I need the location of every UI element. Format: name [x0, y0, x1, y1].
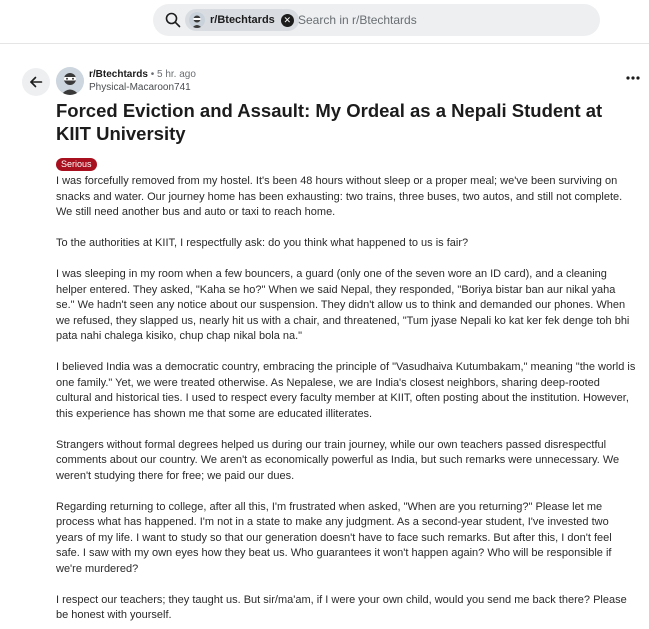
paragraph: To the authorities at KIIT, I respectfully ask: do you think what happened to us is fair?	[56, 237, 469, 249]
community-avatar[interactable]	[56, 67, 84, 95]
post-flair[interactable]: Serious	[56, 158, 97, 171]
paragraph: Regarding returning to college, after all this, I'm frustrated when asked, "When are you returning?" Please let me process what has happened. I'm not in a state to make any judgment. As a second-year student, I've invested two years of my life. I want to study so that our generation doesn't have to face such remarks. But after this, I don't feel safe. I saw with my own eyes how they beat us. Who guarantees it won't happen again? Who will be responsible if we're murdered?	[56, 500, 612, 575]
close-icon[interactable]: ✕	[281, 14, 294, 27]
post-title: Forced Eviction and Assault: My Ordeal as a Nepali Student at KIIT University	[56, 100, 603, 144]
more-options-button[interactable]	[624, 72, 642, 86]
search-icon	[165, 12, 181, 28]
top-bar	[0, 0, 649, 44]
post-meta	[89, 69, 196, 94]
paragraph: I was forcefully removed from my hostel. It's been 48 hours without sleep or a proper meal; we've been surviving on snacks and water. Our journey home has been exhausting: two trains, three buses, two autos, and still not complete. We still need another bus and auto or taxi to reach home.	[56, 175, 623, 218]
paragraph: I was sleeping in my room when a few bouncers, a guard (only one of the seven wore an ID card), and a cleaning helper entered. They asked, "Kaha se ho?" When we said Nepal, they responded, "Boriya bistar ban aur nikal yaha se." We hadn't seen any notice about our suspension. They didn't allow us to think and demanded our phones. When we refused, they slapped us, nearly hit us with a chair, and threatened, "Tum jyase Nepali ko kat ker fek denge toh bhi pata nahi chalega kisiko, chup chap nikal bola na."	[56, 268, 630, 342]
subreddit-link[interactable]: r/Btechtards	[89, 69, 148, 80]
back-button[interactable]	[22, 68, 50, 96]
post-body	[56, 174, 636, 629]
search-input[interactable]	[298, 9, 578, 31]
paragraph: I believed India was a democratic country, embracing the principle of "Vasudhaiva Kutumbakam," meaning "the world is one family." Yet, we were treated otherwise. As Nepalese, we are India's closest neighbors, sharing deep-rooted cultural and historical ties. I used to respect every faculty member at KIIT, often posting about the institution. However, this experience has shown me that some are educated illiterates.	[56, 361, 636, 420]
meta-separator: •	[150, 69, 155, 80]
community-chip-label: r/Btechtards	[210, 14, 275, 26]
author-link[interactable]: Physical-Macaroon741	[89, 82, 191, 93]
more-horizontal-icon	[626, 76, 640, 80]
paragraph: I respect our teachers; they taught us. But sir/ma'am, if I were your own child, would you send me back there? Please be honest with yourself.	[56, 593, 627, 621]
post-time: 5 hr. ago	[156, 69, 196, 80]
paragraph: Strangers without formal degrees helped us during our train journey, while our own teachers passed disrespectful comments about our country. We aren't as economically powerful as India, but such remarks were unnecessary. We weren't studying there for free; we paid our dues.	[56, 438, 620, 482]
arrow-left-icon	[29, 75, 43, 89]
community-chip[interactable]	[185, 9, 299, 31]
community-avatar	[189, 12, 205, 28]
